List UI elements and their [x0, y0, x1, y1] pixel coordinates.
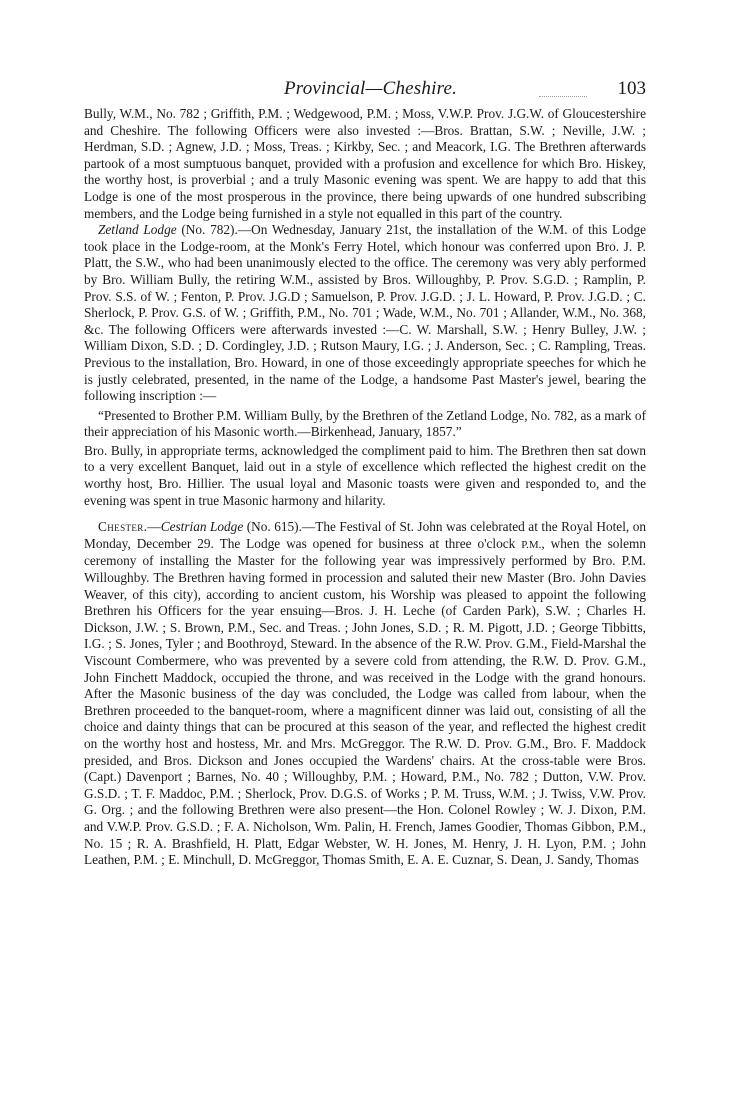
running-title: Provincial—Cheshire.: [284, 78, 458, 99]
book-page: [84, 78, 646, 869]
dash: —: [147, 519, 161, 535]
paragraph-text: (No. 782).—On Wednesday, January 21st, the installation of the W.M. of this Lodge took place in the Lodge-room, at the Monk's Ferry Hotel, which honour was conferred upon Bro. J. P. Platt, the S.W., who had been unanimously elected to the office. The ceremony was very ably performed by Bro. William Bully, the retiring W.M., assisted by Bros. Willoughby, P. Prov. S.G.D. ; Ramplin, P. Prov. S.S. of W. ; Fenton, P. Prov. J.G.D ; Samuelson, P. Prov. J.G.D. ; J. L. Howard, P. Prov. J.G.D. ; C. Sherlock, P. Prov. G.S. of W. ; Griffith, P.M., No. 701 ; Wade, W.M., No. 701 ; Allander, W.M., No. 368, &c. The following Officers were afterwards invested :—C. W. Marshall, S.W. ; Henry Bulley, J.W. ; William Dixon, S.D. ; D. Cordingley, J.D. ; Rutson Maury, I.G. ; J. Anderson, Sec. ; C. Rampling, Treas. Previous to the installation, Bro. Howard, in one of those exceedingly appropriate speeches for which he is justly celebrated, presented, in the name of the Lodge, a handsome Past Master's jewel, bearing the following inscription :—: [84, 222, 646, 404]
paragraph-chester: [84, 519, 646, 868]
lodge-name-zetland: Zetland Lodge: [98, 222, 177, 238]
paragraph-text: (No. 615).—The Festival of St. John was celebrated at the Royal Hotel, on Monday, December 29. The Lodge was opened for business at three o'clock: [84, 519, 647, 551]
paragraph-text: , when the solemn ceremony of installing the Master for the following year was impressively performed by Bro. P.M. Willoughby. The Brethren having formed in procession and saluted their new Master (Bro. John Davies Weaver, of this city), according to ancient custom, his Worship was pleased to appoint the following Brethren his Officers for the year ensuing—Bros. J. H. Leche (of Carden Park), S.W. ; Charles H. Dickson, J.W. ; S. Brown, P.M., Sec. and Treas. ; John Jones, S.D. ; R. M. Pigott, J.D. ; George Tibbitts, I.G. ; S. Jones, Tyler ; and Boothroyd, Steward. In the absence of the R.W. Prov. G.M., Field-Marshal the Viscount Combermere, who was prevented by a severe cold from attending, the R.W. D. Prov. G.M., John Finchett Maddock, occupied the throne, and was received in the Lodge with the grand honours. After the Masonic business of the day was concluded, the Lodge was called from labour, when the Brethren proceeded to the banquet-room, where a magnificent dinner was laid out, consisting of all the choice and dainty things that can be procured at this season of the year, and reflected the highest credit on the worthy host and hostess, Mr. and Mrs. McGreggor. The R.W. D. Prov. G.M., Bro. F. Maddock presided, and Bros. Dickson and Jones occupied the Wardens' chairs. At the cross-table were Bros. (Capt.) Davenport ; Barnes, No. 40 ; Willoughby, P.M. ; Howard, P.M., No. 782 ; Dutton, V.W. Prov. G.S.D. ; T. F. Maddoc, P.M. ; Sherlock, Prov. D.G.S. of Works ; P. M. Truss, W.M. ; J. Twiss, V.W. Prov. G. Org. ; and the following Brethren were also present—the Hon. Colonel Rowley ; W. J. Dixon, P.M. and V.W.P. Prov. G.S.D. ; F. A. Nicholson, Wm. Palin, H. French, James Goodier, Thomas Gibbon, P.M., No. 15 ; R. A. Brashfield, H. Platt, Edgar Webster, W. H. Jones, M. Henry, J. H. Lyon, P.M. ; John Leathen, P.M. ; E. Minchull, D. McGreggor, Thomas Smith, E. A. E. Cuznar, S. Dean, J. Sandy, Thomas: [84, 535, 646, 868]
article-body: [84, 106, 646, 869]
time-abbrev: P.M.: [521, 538, 542, 551]
jewel-inscription-quote: “Presented to Brother P.M. William Bully, by the Brethren of the Zetland Lodge, No. 782, as a mark of their appreciation of his Masonic worth.—Birkenhead, January, 1857.”: [84, 407, 646, 440]
paragraph-birkenhead-continued: Bully, W.M., No. 782 ; Griffith, P.M. ; Wedgewood, P.M. ; Moss, V.W.P. Prov. J.G.W. of Gloucestershire and Cheshire. The following Officers were also invested :—Bros. Brattan, S.W. ; Neville, J.W. ; Herdman, S.D. ; Agnew, J.D. ; Moss, Treas. ; Kirkby, Sec. ; and Meacork, I.G. The Brethren afterwards partook of a most sumptuous banquet, provided with a profusion and excellence for which Bro. Hiskey, the worthy host, is proverbial ; and a truly Masonic evening was spent. We are happy to add that this Lodge is one of the most prosperous in the province, there being upwards of one hundred subscribing members, and the Lodge being furnished in a style not equalled in this part of the country.: [84, 106, 646, 221]
place-heading-chester: Chester.: [98, 519, 148, 535]
header-rule: [539, 96, 587, 97]
page-header: [84, 78, 646, 106]
lodge-name-cestrian: Cestrian Lodge: [160, 519, 244, 535]
paragraph-banquet: Bro. Bully, in appropriate terms, acknowledged the compliment paid to him. The Brethren then sat down to a very excellent Banquet, laid out in a style of excellence which reflected the highest credit on the worthy host, Bro. Hillier. The usual loyal and Masonic toasts were given and responded to, and the evening was spent in true Masonic harmony and hilarity.: [84, 442, 646, 508]
paragraph-zetland-lodge: [84, 222, 646, 405]
page-number: 103: [617, 78, 646, 99]
